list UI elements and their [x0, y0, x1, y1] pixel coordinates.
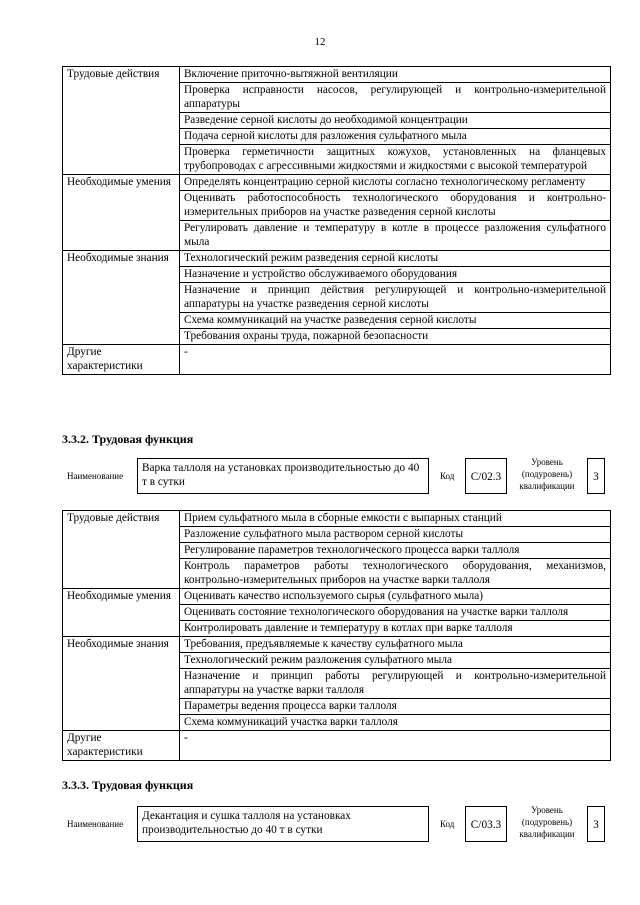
item-cell: -	[180, 345, 611, 375]
item-cell: Требования, предъявляемые к качеству сульфатного мыла	[180, 637, 611, 653]
category-cell: Необходимые умения	[63, 589, 180, 637]
item-cell: Включение приточно-вытяжной вентиляции	[180, 67, 611, 83]
level-value: 3	[587, 806, 605, 842]
item-cell: Схема коммуникаций участка варки таллоля	[180, 715, 611, 731]
item-cell: Оценивать работоспособность технологического оборудования и контрольно-измерительных приборов на участке разведения серной кислоты	[180, 191, 611, 221]
function-header-3-3-2	[62, 458, 611, 498]
function-name: Варка таллоля на установках производительностью до 40 т в сутки	[137, 458, 429, 494]
item-cell: Схема коммуникаций на участке разведения серной кислоты	[180, 313, 611, 329]
item-cell: Контролировать давление и температуру в котлах при варке таллоля	[180, 621, 611, 637]
competency-table-2	[62, 510, 611, 761]
category-cell: Другие характеристики	[63, 345, 180, 375]
item-cell: Регулировать давление и температуру в котле в процессе разложения сульфатного мыла	[180, 221, 611, 251]
section-heading-3-3-3: 3.3.3. Трудовая функция	[62, 778, 194, 792]
item-cell: Проверка исправности насосов, регулирующей и контрольно-измерительной аппаратуры	[180, 83, 611, 113]
category-cell: Необходимые знания	[63, 251, 180, 345]
item-cell: Параметры ведения процесса варки таллоля	[180, 699, 611, 715]
table-row	[63, 345, 611, 375]
competency-table-1	[62, 66, 611, 375]
category-cell: Трудовые действия	[63, 67, 180, 175]
function-header-3-3-3	[62, 806, 611, 846]
category-cell: Необходимые знания	[63, 637, 180, 731]
item-cell: Назначение и принцип работы регулирующей и контрольно-измерительной аппаратуры на участке варки таллоля	[180, 669, 611, 699]
function-name: Декантация и сушка таллоля на установках производительностью до 40 т в сутки	[137, 806, 429, 842]
table-row	[63, 67, 611, 83]
table-row	[63, 251, 611, 267]
category-cell: Трудовые действия	[63, 511, 180, 589]
table-row	[63, 589, 611, 605]
item-cell: Прием сульфатного мыла в сборные емкости с выпарных станций	[180, 511, 611, 527]
name-label: Наименование	[67, 471, 124, 481]
item-cell: Проверка герметичности защитных кожухов, установленных на фланцевых трубопроводах с агрессивными жидкостями и жидкостями с высокой температурой	[180, 145, 611, 175]
item-cell: Подача серной кислоты для разложения сульфатного мыла	[180, 129, 611, 145]
item-cell: Технологический режим разведения серной кислоты	[180, 251, 611, 267]
item-cell: Оценивать состояние технологического оборудования на участке варки таллоля	[180, 605, 611, 621]
item-cell: Контроль параметров работы технологического оборудования, механизмов, контрольно-измерительных приборов на участке варки таллоля	[180, 559, 611, 589]
table-row	[63, 637, 611, 653]
item-cell: Назначение и принцип действия регулирующей и контрольно-измерительной аппаратуры на участке разведения серной кислоты	[180, 283, 611, 313]
item-cell: Регулирование параметров технологического процесса варки таллоля	[180, 543, 611, 559]
category-cell: Необходимые умения	[63, 175, 180, 251]
level-value: 3	[587, 458, 605, 494]
table-row	[63, 175, 611, 191]
item-cell: -	[180, 731, 611, 761]
item-cell: Определять концентрацию серной кислоты согласно технологическому регламенту	[180, 175, 611, 191]
level-label: Уровень (подуровень) квалификации	[519, 457, 575, 491]
category-cell: Другие характеристики	[63, 731, 180, 761]
section-heading-3-3-2: 3.3.2. Трудовая функция	[62, 432, 194, 446]
item-cell: Разведение серной кислоты до необходимой концентрации	[180, 113, 611, 129]
level-label: Уровень (подуровень) квалификации	[519, 805, 575, 839]
table-row	[63, 731, 611, 761]
name-label: Наименование	[67, 819, 124, 829]
code-label: Код	[440, 471, 455, 481]
item-cell: Оценивать качество используемого сырья (сульфатного мыла)	[180, 589, 611, 605]
item-cell: Разложение сульфатного мыла раствором серной кислоты	[180, 527, 611, 543]
function-code: С/03.3	[465, 806, 507, 842]
item-cell: Технологический режим разложения сульфатного мыла	[180, 653, 611, 669]
code-label: Код	[440, 819, 455, 829]
table-row	[63, 511, 611, 527]
function-code: С/02.3	[465, 458, 507, 494]
page-number: 12	[314, 36, 326, 48]
item-cell: Требования охраны труда, пожарной безопасности	[180, 329, 611, 345]
item-cell: Назначение и устройство обслуживаемого оборудования	[180, 267, 611, 283]
